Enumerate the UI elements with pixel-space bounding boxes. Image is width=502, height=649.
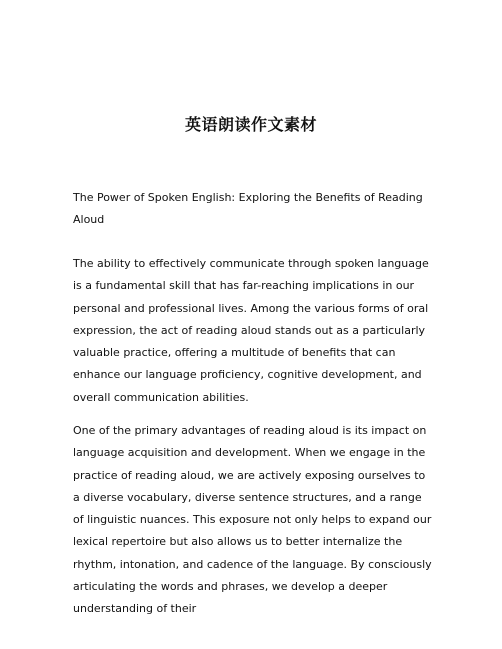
body-paragraph-2: One of the primary advantages of reading aloud is its impact on language acquisition and development. When we engage in the practice of reading aloud, we are actively exposing ourselves to a diverse vocabulary, diverse sentence structures, and a range of linguistic nuances. This exposure not only helps to expand our lexical repertoire but also allows us to better internalize the rhythm, intonation, and cadence of the language. By consciously articulating the words and phrases, we develop a deeper understanding of their bbox=[73, 424, 432, 616]
essay-subtitle: The Power of Spoken English: Exploring the Benefits of Reading Aloud bbox=[73, 191, 423, 226]
body-paragraph-1: The ability to effectively communicate through spoken language is a fundamental skill that has far-reaching implications in our personal and professional lives. Among the various forms of oral expression, the act of reading aloud stands out as a particularly valuable practice, offering a multitude of benefits that can enhance our language proficiency, cognitive development, and overall communication abilities. bbox=[73, 257, 429, 404]
document-title: 英语朗读作文素材 bbox=[184, 115, 317, 134]
